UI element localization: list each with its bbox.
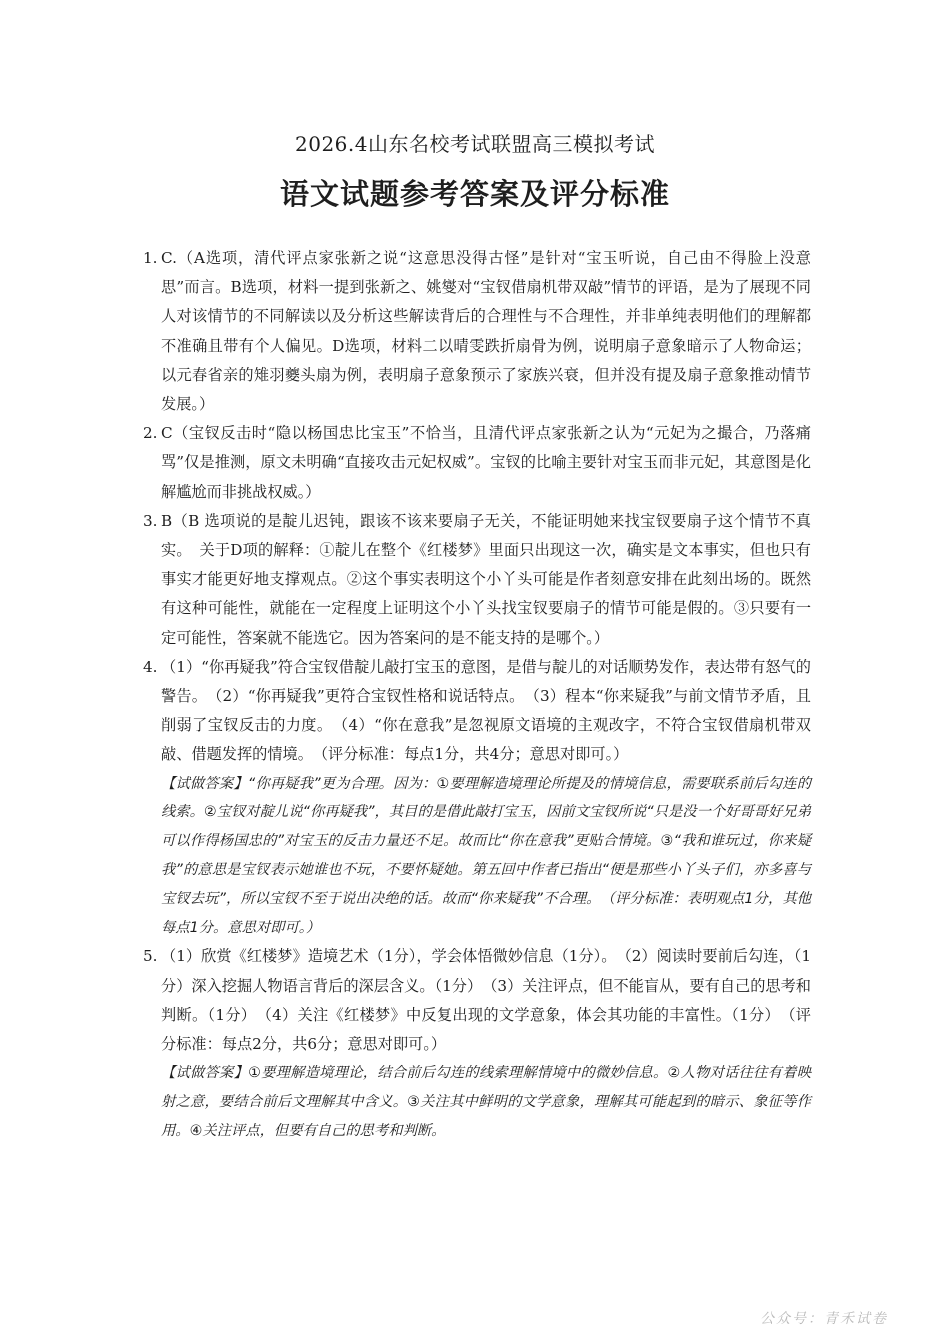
answer-number: 3. <box>143 511 158 530</box>
answer-item-2 <box>143 419 811 507</box>
sample-answer-4: 【试做答案】“你再疑我”更为合理。因为：①要理解造境理论所提及的情境信息，需要联系前后勾连的线索。②宝钗对靛儿说“你再疑我”，其目的是借此敲打宝玉，因前文宝钗所说“只是没一个好哥哥好兄弟可以作得杨国忠的”对宝玉的反击力量还不足。故而比“你在意我”更贴合情境。③“我和谁玩过，你来疑我”的意思是宝钗表示她谁也不玩，不要怀疑她。第五回中作者已指出“便是那些小丫头子们，亦多喜与宝钗去玩”，所以宝钗不至于说出决绝的话。故而“你来疑我”不合理。 （评分标准：表明观点1分，其他每点1分。意思对即可。） <box>161 775 811 936</box>
answer-number: 4. <box>143 657 158 676</box>
answer-item-1 <box>143 244 811 419</box>
watermark: 公众号：青禾试卷 <box>760 1311 888 1327</box>
answer-text: C（宝钗反击时“隐以杨国忠比宝玉”不恰当，且清代评点家张新之认为“元妃为之撮合，乃落痛骂”仅是推测，原文未明确“直接攻击元妃权威”。宝钗的比喻主要针对宝玉而非元妃，其意图是化解尴尬而非挑战权威。） <box>161 424 811 501</box>
answer-number: 1. <box>143 249 158 267</box>
answer-item-5 <box>143 942 811 1059</box>
sample-answer-5: 【试做答案】①要理解造境理论，结合前后勾连的线索理解情境中的微妙信息。②人物对话往往有着映射之意，要结合前后文理解其中含义。③关注其中鲜明的文学意象，理解其可能起到的暗示、象征等作用。④关注评点，但要有自己的思考和判断。 <box>161 1065 811 1139</box>
answer-item-4 <box>143 653 811 770</box>
answer-item-3 <box>143 507 811 653</box>
page-title: 语文试题参考答案及评分标准 <box>279 177 670 211</box>
answer-number: 5. <box>143 947 158 966</box>
answer-text: （1）“你再疑我”符合宝钗借靛儿敲打宝玉的意图，是借与靛儿的对话顺势发作，表达带有怒气的警告。 （2）“你再疑我”更符合宝钗性格和说话特点。 （3）程本“你来疑我”与前文情节矛盾，且削弱了宝钗反击的力度。 （4）“你在意我”是忽视原文语境的主观改字，不符合宝钗借扇机带双敲、借题发挥的情境。 （评分标准：每点1分，共4分；意思对即可。） <box>161 657 811 764</box>
exam-header: 2026.4山东名校考试联盟高三模拟考试 <box>295 132 655 156</box>
answer-number: 2. <box>143 424 158 443</box>
answer-text: C.（A选项，清代评点家张新之说“这意思没得古怪”是针对“宝玉听说，自己由不得脸上没意思”而言。B选项，材料一提到张新之、姚燮对“宝钗借扇机带双敲”情节的评语，是为了展现不同人对该情节的不同解读以及分析这些解读背后的合理性与不合理性，并非单纯表明他们的理解都不准确且带有个人偏见。D选项，材料二以晴雯跌折扇骨为例，说明扇子意象暗示了人物命运；以元春省亲的雉羽夔头扇为例，表明扇子意象预示了家族兴衰，但并没有提及扇子意象推动情节发展。） <box>161 249 811 414</box>
answer-list <box>143 244 811 1146</box>
answer-text: B（B 选项说的是靛儿迟钝，跟该不该来要扇子无关，不能证明她来找宝钗要扇子这个情节不真实。 关于D项的解释：①靛儿在整个《红楼梦》里面只出现这一次，确实是文本事实，但也只有事实才能更好地支撑观点。②这个事实表明这个小丫头可能是作者刻意安排在此刻出场的。既然有这种可能性，就能在一定程度上证明这个小丫头找宝钗要扇子的情节可能是假的。③只要有一定可能性，答案就不能选它。因为答案问的是不能支持的是哪个。） <box>161 511 811 647</box>
answer-text: （1）欣赏《红楼梦》造境艺术（1分），学会体悟微妙信息（1分）。 （2）阅读时要前后勾连，（1分）深入挖掘人物语言背后的深层含义。（1分） （3）关注评点，但不能盲从，要有自己的思考和判断。（1分） （4）关注《红楼梦》中反复出现的文学意象，体会其功能的丰富性。（1分） （评分标准：每点2分，共6分；意思对即可。） <box>161 947 811 1054</box>
